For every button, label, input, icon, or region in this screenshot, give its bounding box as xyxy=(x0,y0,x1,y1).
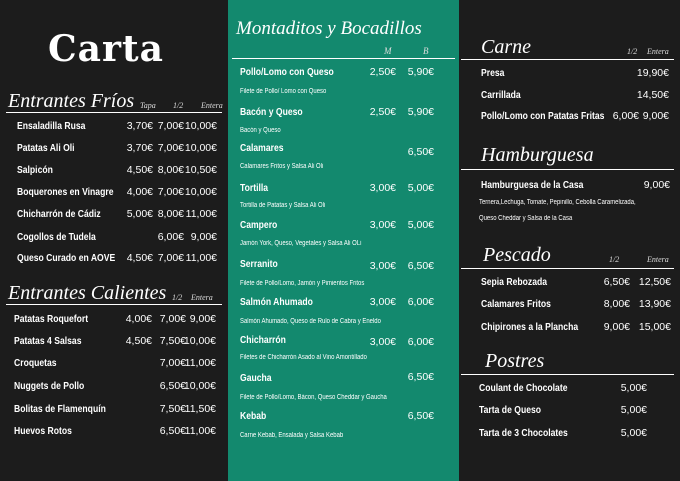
right-panel xyxy=(459,0,680,481)
menu-item-price: 6,00€ xyxy=(407,336,434,348)
col-header-entera: Entera xyxy=(647,47,669,56)
menu-item-price: 4,00€ xyxy=(126,186,153,198)
menu-item-price: 13,90€ xyxy=(638,298,671,310)
menu-item-name: Pollo/Lomo con Patatas Fritas xyxy=(481,110,605,122)
menu-item-price: 9,00€ xyxy=(642,110,669,122)
menu-item-price: 6,00€ xyxy=(612,110,639,122)
menu-item-price: 6,00€ xyxy=(407,296,434,308)
menu-item-price: 10,00€ xyxy=(183,380,216,392)
col-header-entera: Entera xyxy=(191,293,213,302)
menu-item-price: 7,00€ xyxy=(157,186,184,198)
menu-item-price: 5,90€ xyxy=(407,66,434,78)
col-header-entera: Entera xyxy=(201,101,223,110)
menu-item-name: Tarta de 3 Chocolates xyxy=(479,427,568,439)
menu-item-name: Patatas Roquefort xyxy=(14,313,89,325)
menu-item-price: 12,50€ xyxy=(638,276,671,288)
menu-item-price: 7,00€ xyxy=(157,142,184,154)
menu-item-price: 4,50€ xyxy=(125,335,152,347)
menu-item-name: Calamares Fritos xyxy=(481,298,551,310)
menu-item-description: Filete de Pollo/ Lomo con Queso xyxy=(240,88,327,95)
section-divider xyxy=(6,112,222,113)
menu-item-price: 9,00€ xyxy=(643,179,670,191)
col-header-bocadillo: B xyxy=(423,46,429,56)
menu-item-name: Sepia Rebozada xyxy=(481,276,548,288)
col-header-half: 1/2 xyxy=(173,101,184,110)
section-heading-hamburguesa: Hamburguesa xyxy=(481,144,594,166)
section-divider xyxy=(461,169,674,170)
middle-panel xyxy=(228,0,459,481)
menu-item-price: 4,50€ xyxy=(126,252,153,264)
menu-item-price: 10,50€ xyxy=(184,164,217,176)
menu-item-price: 7,00€ xyxy=(157,120,184,132)
menu-item-name: Carrillada xyxy=(481,89,521,101)
menu-item-description: Carne Kebab, Ensalada y Salsa Kebab xyxy=(240,432,344,439)
menu-item-price: 8,00€ xyxy=(603,298,630,310)
menu-item-price: 19,90€ xyxy=(636,67,669,79)
menu-item-price: 5,00€ xyxy=(620,382,647,394)
menu-item-price: 5,00€ xyxy=(407,219,434,231)
menu-item-price: 5,00€ xyxy=(620,427,647,439)
menu-item-name: Ensaladilla Rusa xyxy=(17,120,86,132)
menu-item-price: 15,00€ xyxy=(638,321,671,333)
menu-item-price: 3,00€ xyxy=(369,219,396,231)
menu-item-name: Croquetas xyxy=(14,357,57,369)
menu-item-name: Serranito xyxy=(240,258,278,270)
menu-item-name: Tortilla xyxy=(240,182,269,194)
menu-item-name: Coulant de Chocolate xyxy=(479,382,568,394)
menu-item-name: Bolitas de Flamenquín xyxy=(14,403,106,415)
menu-item-price: 3,00€ xyxy=(369,296,396,308)
menu-item-price: 6,50€ xyxy=(603,276,630,288)
section-divider xyxy=(461,59,674,60)
menu-item-price: 6,50€ xyxy=(407,146,434,158)
menu-item-price: 10,00€ xyxy=(184,120,217,132)
menu-item-description: Filete de Pollo/Lomo, Bácon, Queso Cheddar y Gaucha xyxy=(240,394,387,401)
menu-item-description: Salmón Ahumado, Queso de Rulo de Cabra y Eneldo xyxy=(240,318,381,325)
menu-item-price: 9,00€ xyxy=(603,321,630,333)
menu-item-price: 7,00€ xyxy=(157,252,184,264)
section-heading-montaditos: Montaditos y Bocadillos xyxy=(236,18,422,39)
section-divider xyxy=(461,374,674,375)
menu-item-price: 9,00€ xyxy=(189,313,216,325)
menu-item-name: Nuggets de Pollo xyxy=(14,380,85,392)
menu-item-name: Patatas Ali Oli xyxy=(17,142,75,154)
menu-item-price: 6,50€ xyxy=(407,260,434,272)
menu-item-price: 9,00€ xyxy=(190,231,217,243)
section-heading-entrantes-calientes: Entrantes Calientes xyxy=(8,282,167,304)
menu-item-price: 5,00€ xyxy=(407,182,434,194)
menu-item-price: 5,90€ xyxy=(407,106,434,118)
menu-item-price: 5,00€ xyxy=(620,404,647,416)
menu-item-price: 6,50€ xyxy=(159,380,186,392)
menu-item-description: Queso Cheddar y Salsa de la Casa xyxy=(479,215,573,222)
menu-item-name: Pollo/Lomo con Queso xyxy=(240,66,334,78)
menu-item-price: 2,50€ xyxy=(369,66,396,78)
menu-item-description: Calamares Fritos y Salsa Ali Oli xyxy=(240,163,324,170)
section-heading-carne: Carne xyxy=(481,36,531,58)
menu-item-price: 3,70€ xyxy=(126,120,153,132)
menu-item-description: Jamón York, Queso, Vegetales y Salsa Ali OLi xyxy=(240,240,362,247)
menu-item-name: Patatas 4 Salsas xyxy=(14,335,82,347)
menu-item-price: 10,00€ xyxy=(184,186,217,198)
menu-item-price: 10,00€ xyxy=(184,142,217,154)
menu-item-name: Hamburguesa de la Casa xyxy=(481,179,584,191)
section-divider xyxy=(232,58,455,59)
menu-item-name: Chicharrón xyxy=(240,334,286,346)
menu-item-name: Boquerones en Vinagre xyxy=(17,186,114,198)
menu-item-price: 6,00€ xyxy=(157,231,184,243)
menu-item-price: 11,00€ xyxy=(184,357,216,369)
menu-item-price: 2,50€ xyxy=(369,106,396,118)
section-heading-postres: Postres xyxy=(485,350,545,372)
menu-item-price: 3,00€ xyxy=(369,336,396,348)
section-heading-pescado: Pescado xyxy=(483,244,551,266)
left-panel xyxy=(0,0,228,481)
menu-item-description: Bacón y Queso xyxy=(240,127,281,134)
menu-item-name: Tarta de Queso xyxy=(479,404,542,416)
section-divider xyxy=(6,304,222,305)
menu-item-price: 6,50€ xyxy=(407,371,434,383)
menu-item-price: 7,00€ xyxy=(159,313,186,325)
menu-item-name: Cogollos de Tudela xyxy=(17,231,96,243)
menu-item-description: Ternera,Lechuga, Tomate, Pepinillo, Cebolla Caramelizada, xyxy=(479,199,636,206)
menu-item-price: 5,00€ xyxy=(126,208,153,220)
menu-item-name: Calamares xyxy=(240,142,284,154)
menu-item-name: Salmón Ahumado xyxy=(240,296,313,308)
menu-item-name: Chicharrón de Cádiz xyxy=(17,208,101,220)
menu-item-description: Filetes de Chicharrón Asado al Vino Amontillado xyxy=(240,354,367,361)
col-header-half: 1/2 xyxy=(609,255,620,264)
menu-item-name: Presa xyxy=(481,67,505,79)
menu-item-name: Gaucha xyxy=(240,372,272,384)
col-header-tapa: Tapa xyxy=(140,101,156,110)
section-heading-entrantes-frios: Entrantes Fríos xyxy=(8,90,135,112)
menu-item-name: Huevos Rotos xyxy=(14,425,72,437)
menu-title: Carta xyxy=(48,28,164,70)
section-divider xyxy=(461,268,674,269)
col-header-half: 1/2 xyxy=(627,47,638,56)
menu-item-name: Chipirones a la Plancha xyxy=(481,321,579,333)
menu-item-price: 4,50€ xyxy=(126,164,153,176)
menu-item-name: Campero xyxy=(240,219,278,231)
menu-item-price: 3,70€ xyxy=(126,142,153,154)
menu-item-price: 7,50€ xyxy=(159,335,186,347)
menu-item-price: 4,00€ xyxy=(125,313,152,325)
menu-item-price: 7,50€ xyxy=(159,403,186,415)
col-header-entera: Entera xyxy=(647,255,669,264)
menu-item-price: 7,00€ xyxy=(159,357,186,369)
menu-item-description: Tortilla de Patatas y Salsa Ali Oli xyxy=(240,202,326,209)
menu-item-name: Salpicón xyxy=(17,164,53,176)
menu-item-price: 8,00€ xyxy=(157,164,184,176)
menu-item-description: Filete de Pollo/Lomo, Jamón y Pimientos Fritos xyxy=(240,280,365,287)
menu-item-price: 6,50€ xyxy=(159,425,186,437)
menu-item-price: 3,00€ xyxy=(369,182,396,194)
menu-item-price: 14,50€ xyxy=(636,89,669,101)
menu-item-price: 8,00€ xyxy=(157,208,184,220)
col-header-montadito: M xyxy=(384,46,392,56)
menu-item-name: Bacón y Queso xyxy=(240,106,303,118)
menu-item-name: Kebab xyxy=(240,410,267,422)
menu-item-price: 3,00€ xyxy=(369,260,396,272)
menu-item-price: 11,00€ xyxy=(185,252,217,264)
menu-item-price: 10,00€ xyxy=(183,335,216,347)
menu-item-price: 11,00€ xyxy=(184,425,216,437)
menu-item-price: 6,50€ xyxy=(407,410,434,422)
menu-item-name: Queso Curado en AOVE xyxy=(17,252,116,264)
menu-item-price: 11,00€ xyxy=(185,208,217,220)
col-header-half: 1/2 xyxy=(172,293,183,302)
menu-item-price: 11,50€ xyxy=(184,403,216,415)
